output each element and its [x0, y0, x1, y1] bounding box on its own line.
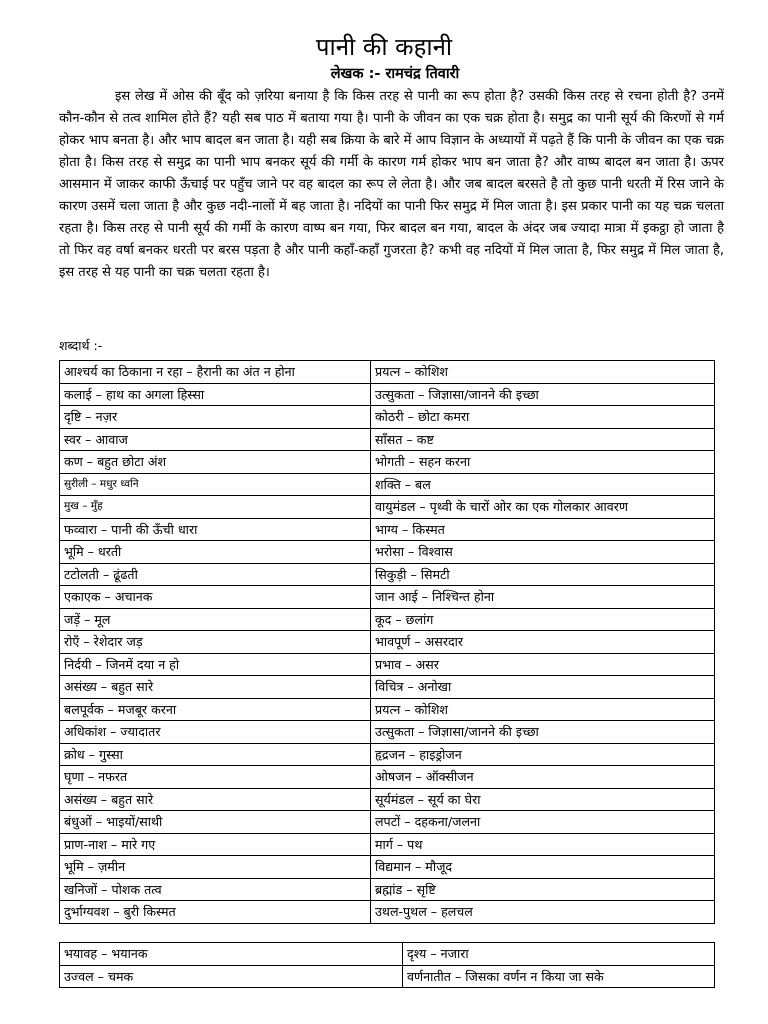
- glossary-term-left: कलाई – हाथ का अगला हिस्सा: [60, 383, 371, 406]
- glossary-row: [60, 653, 715, 676]
- glossary-row: [60, 496, 715, 519]
- glossary-row: [60, 451, 715, 474]
- glossary-row: [60, 541, 715, 564]
- glossary-term-left: दुर्भाग्यवश – बुरी किस्मत: [60, 901, 371, 924]
- glossary-term-left: उज्वल – चमक: [60, 965, 403, 988]
- glossary-row: [60, 811, 715, 834]
- glossary-term-left: जड़ें – मूल: [60, 608, 371, 631]
- glossary-term-left: असंख्य – बहुत सारे: [60, 788, 371, 811]
- glossary-term-right: विद्यमान – मौजूद: [371, 856, 715, 879]
- glossary-term-right: वायुमंडल – पृथ्वी के चारों ओर का एक गोलकार आवरण: [371, 496, 715, 519]
- glossary-term-right: जान आई – निश्चिन्त होना: [371, 586, 715, 609]
- glossary-term-left: फव्वारा – पानी की ऊँची धारा: [60, 518, 371, 541]
- glossary-term-left: स्वर – आवाज: [60, 428, 371, 451]
- glossary-row: [60, 833, 715, 856]
- glossary-row: [60, 901, 715, 924]
- glossary-row: [60, 563, 715, 586]
- glossary-row: [60, 743, 715, 766]
- glossary-term-right: लपटों – दहकना/जलना: [371, 811, 715, 834]
- author-line: लेखक :- रामचंद्र तिवारी: [330, 66, 460, 82]
- glossary-term-left: सुरीली – मधुर ध्वनि: [60, 473, 371, 496]
- glossary-term-right: विचित्र – अनोखा: [371, 676, 715, 699]
- glossary-term-right: भावपूर्ण – असरदार: [371, 631, 715, 654]
- glossary-term-right: ओषजन – ऑक्सीजन: [371, 766, 715, 789]
- glossary-term-right: शक्ति – बल: [371, 473, 715, 496]
- glossary-term-left: अधिकांश – ज्यादातर: [60, 721, 371, 744]
- glossary-row: [60, 608, 715, 631]
- glossary-term-right: उत्सुकता – जिज्ञासा/जानने की इच्छा: [371, 383, 715, 406]
- glossary-row: [60, 856, 715, 879]
- glossary-term-left: असंख्य – बहुत सारे: [60, 676, 371, 699]
- glossary-row: [60, 965, 715, 988]
- glossary-term-right: वर्णनातीत – जिसका वर्णन न किया जा सके: [403, 965, 715, 988]
- glossary-row: [60, 406, 715, 429]
- glossary-term-right: उथल-पुथल – हलचल: [371, 901, 715, 924]
- glossary-heading: शब्दार्थ :-: [59, 338, 103, 353]
- glossary-term-right: उत्सुकता – जिज्ञासा/जानने की इच्छा: [371, 721, 715, 744]
- glossary-term-right: कूद – छलांग: [371, 608, 715, 631]
- glossary-term-left: भूमि – धरती: [60, 541, 371, 564]
- glossary-table-continued: [59, 942, 715, 988]
- glossary-term-left: निर्दयी – जिनमें दया न हो: [60, 653, 371, 676]
- glossary-term-right: भोगती – सहन करना: [371, 451, 715, 474]
- glossary-term-left: एकाएक – अचानक: [60, 586, 371, 609]
- glossary-term-left: खनिजों – पोशक तत्व: [60, 878, 371, 901]
- glossary-term-left: बलपूर्वक – मजबूर करना: [60, 698, 371, 721]
- glossary-row: [60, 428, 715, 451]
- glossary-row: [60, 518, 715, 541]
- glossary-row: [60, 361, 715, 384]
- glossary-term-right: हृद्रजन – हाइड्रोजन: [371, 743, 715, 766]
- glossary-term-left: रोएँ – रेशेदार जड़: [60, 631, 371, 654]
- glossary-row: [60, 631, 715, 654]
- glossary-term-left: घृणा – नफरत: [60, 766, 371, 789]
- glossary-term-right: सिकुड़ी – सिमटी: [371, 563, 715, 586]
- glossary-term-right: सूर्यमंडल – सूर्य का घेरा: [371, 788, 715, 811]
- glossary-row: [60, 586, 715, 609]
- glossary-term-right: ब्रह्मांड – सृष्टि: [371, 878, 715, 901]
- glossary-row: [60, 878, 715, 901]
- glossary-term-right: भरोसा – विश्वास: [371, 541, 715, 564]
- glossary-row: [60, 766, 715, 789]
- glossary-row: [60, 698, 715, 721]
- glossary-row: [60, 788, 715, 811]
- glossary-term-right: प्रभाव – असर: [371, 653, 715, 676]
- glossary-term-left: टटोलती – ढूंढती: [60, 563, 371, 586]
- glossary-row: [60, 383, 715, 406]
- glossary-row: [60, 943, 715, 966]
- glossary-term-right: प्रयत्न – कोशिश: [371, 361, 715, 384]
- glossary-table: [59, 360, 715, 924]
- glossary-term-right: कोठरी – छोटा कमरा: [371, 406, 715, 429]
- glossary-term-right: दृश्य – नजारा: [403, 943, 715, 966]
- glossary-term-left: आश्चर्य का ठिकाना न रहा – हैरानी का अंत न होना: [60, 361, 371, 384]
- glossary-term-left: मुख – मुँह: [60, 496, 371, 519]
- glossary-term-right: प्रयत्न – कोशिश: [371, 698, 715, 721]
- summary-paragraph: इस लेख में ओस की बूँद को ज़रिया बनाया है कि किस तरह से पानी का रूप होता है? उसकी किस तरह से रचना होती है? उनमें कौन-कौन से तत्व शामिल होते हैं? यही सब पाठ में बताया गया है। पानी के जीवन का एक चक्र होता है। समुद्र का पानी सूर्य की किरणों से गर्म होकर भाप बनता है। और भाप बादल बन जाता है। यही सब क्रिया के बारे में आप विज्ञान के अध्यायों में पढ़ते हैं कि पानी के जीवन का एक चक्र होता है। किस तरह से समुद्र का पानी भाप बनकर सूर्य की गर्मी के कारण गर्म होकर भाप बन जाता है? और वाष्प बादल बन जाता है। ऊपर आसमान में जाकर काफी ऊँचाई पर पहुँच जाने पर वह बादल का रूप ले लेता है। और जब बादल बरसते है तो कुछ पानी धरती में रिस जाने के कारण उसमें चला जाता है और कुछ नदी-नालों में बह जाता है। नदियों का पानी फिर समुद्र में मिल जाता है। इस प्रकार पानी का यह चक्र चलता रहता है। किस तरह से पानी सूर्य की गर्मी के कारण वाष्प बन गया, फिर बादल बन गया, बादल के अंदर जब ज्यादा मात्रा में इकट्ठा हो जाता है तो फिर वह वर्षा बनकर धरती पर बरस पड़ता है और पानी कहाँ-कहाँ गुजरता है? कभी वह नदियों में मिल जाता है, फिर समुद्र में मिल जाता है, इस तरह से यह पानी का चक्र चलता रहता है।: [59, 89, 724, 280]
- glossary-term-right: साँसत – कष्ट: [371, 428, 715, 451]
- glossary-row: [60, 676, 715, 699]
- glossary-term-left: दृष्टि – नज़र: [60, 406, 371, 429]
- glossary-term-left: भूमि – ज़मीन: [60, 856, 371, 879]
- glossary-row: [60, 721, 715, 744]
- glossary-term-left: क्रोध – गुस्सा: [60, 743, 371, 766]
- glossary-term-left: कण – बहुत छोटा अंश: [60, 451, 371, 474]
- glossary-term-right: मार्ग – पथ: [371, 833, 715, 856]
- glossary-term-left: भयावह – भयानक: [60, 943, 403, 966]
- page-title: पानी की कहानी: [315, 33, 453, 61]
- glossary-row: [60, 473, 715, 496]
- glossary-term-left: प्राण-नाश – मारे गए: [60, 833, 371, 856]
- glossary-term-right: भाग्य – किस्मत: [371, 518, 715, 541]
- glossary-term-left: बंधुओं – भाइयों/साथी: [60, 811, 371, 834]
